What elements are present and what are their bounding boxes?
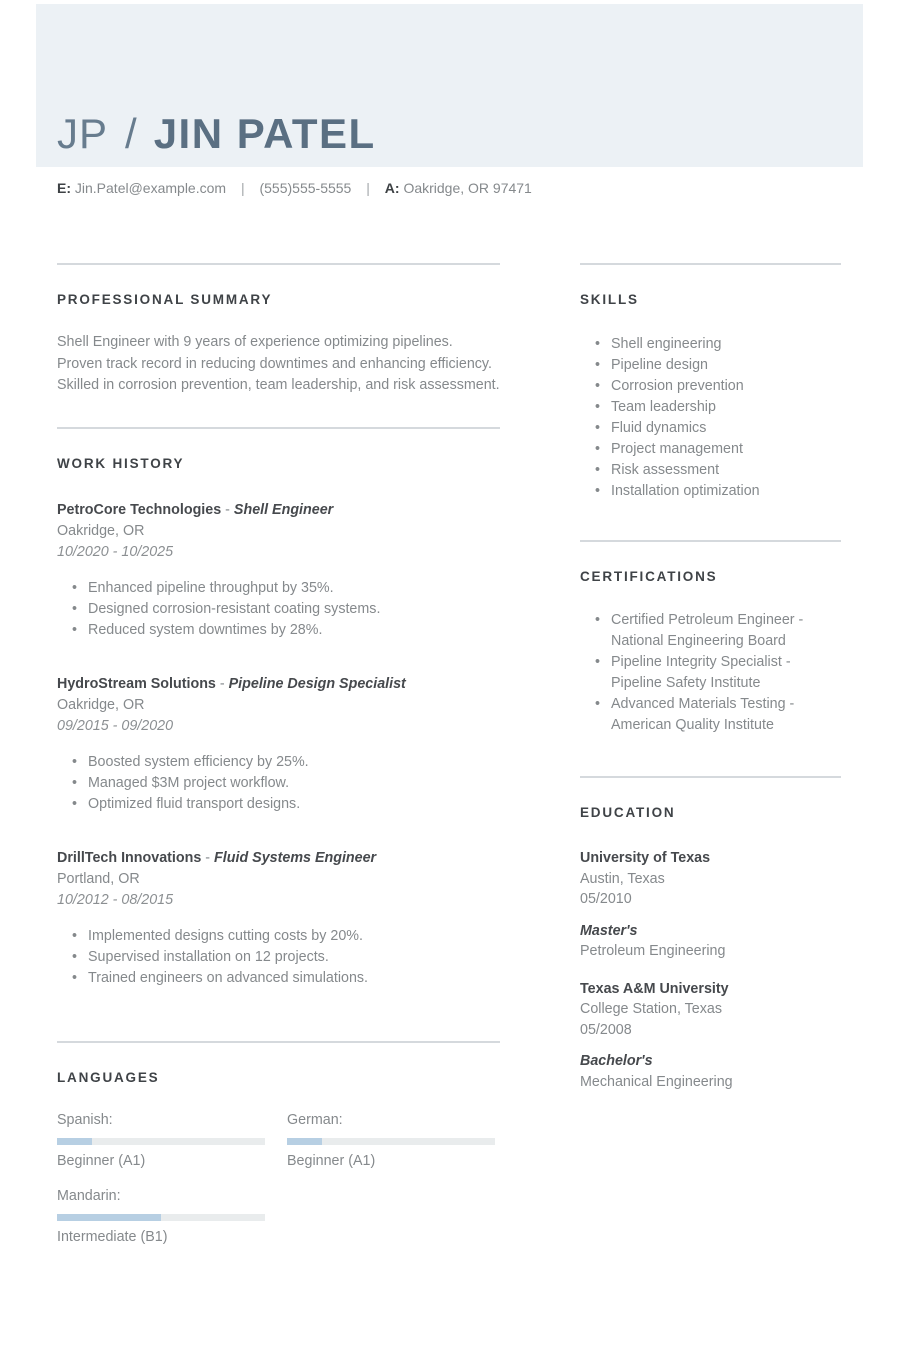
job-dates: 10/2020 - 10/2025 [57,543,174,560]
email-value: Jin.Patel@example.com [74,180,227,196]
candidate-name: JIN PATEL [153,110,376,157]
language-item [287,1111,495,1171]
contact-divider: | [240,180,245,196]
section-divider [580,263,841,265]
job-role: Shell Engineer [233,501,334,518]
language-name: Spanish: [57,1111,113,1128]
job-dates: 10/2012 - 08/2015 [57,891,174,908]
education-location: College Station, Texas [580,1001,722,1017]
job-title-line [57,674,500,695]
certifications-heading: CERTIFICATIONS [580,569,718,584]
education-entry [580,979,841,1093]
section-divider [57,263,500,265]
section-divider [57,427,500,429]
job-bullet: • Optimized fluid transport designs. [57,794,500,815]
summary-text: Shell Engineer with 9 years of experience optimizing pipelines. Proven track record in reducing downtimes and enhancing efficiency. Skilled in corrosion prevention, team leadership, and risk assessment. [57,334,500,393]
skill-item: • Project management [580,439,841,460]
work-history-heading: WORK HISTORY [57,455,185,471]
skill-item: • Shell engineering [580,334,841,355]
language-level: Intermediate (B1) [57,1228,168,1245]
language-progress-fill [57,1214,161,1221]
contact-row [57,179,900,197]
name-line [57,110,376,157]
language-progress-track [287,1138,495,1145]
skill-item: • Fluid dynamics [580,418,841,439]
language-progress-track [57,1214,265,1221]
job-bullet: • Reduced system downtimes by 28%. [57,620,500,641]
language-item [57,1111,265,1171]
section-skills [580,263,841,502]
job-bullet: • Implemented designs cutting costs by 20%. [57,926,500,947]
job-bullet: • Supervised installation on 12 projects. [57,947,500,968]
education-date: 05/2008 [580,1021,632,1038]
language-progress-fill [287,1138,322,1145]
language-level: Beginner (A1) [57,1152,146,1169]
section-divider [57,1041,500,1043]
job-entry [57,500,500,641]
skills-list [580,334,841,502]
language-grid [57,1111,500,1263]
job-title-line [57,500,500,521]
skill-item: • Installation optimization [580,481,841,502]
job-location: Portland, OR [57,870,140,887]
section-certifications [580,540,841,736]
job-entry [57,848,500,989]
language-level: Beginner (A1) [287,1152,376,1169]
job-dash: - [225,501,230,518]
certification-item: • Advanced Materials Testing - American Quality Institute [580,694,841,736]
education-heading: EDUCATION [580,805,676,820]
job-bullet: • Designed corrosion-resistant coating systems. [57,599,500,620]
job-dash: - [205,849,211,866]
content-columns [57,263,900,1263]
certification-item: • Pipeline Integrity Specialist - Pipeline Safety Institute [580,652,841,694]
section-education [580,776,841,1092]
resume-page [0,4,900,1263]
job-entry [57,674,500,815]
skills-heading: SKILLS [580,292,639,307]
section-divider [580,540,841,542]
section-languages [57,1041,500,1263]
language-name: German: [287,1111,343,1128]
header-band [36,4,863,167]
job-role: Fluid Systems Engineer [214,849,377,866]
languages-heading: LANGUAGES [57,1069,160,1085]
job-dates: 09/2015 - 09/2020 [57,717,174,734]
certification-item: • Certified Petroleum Engineer - National Engineering Board [580,610,841,652]
education-entry [580,848,841,962]
job-bullet: • Trained engineers on advanced simulations. [57,968,500,989]
email-label: E: [57,180,71,196]
job-bullet-list [57,752,500,815]
phone-value: (555)555-5555 [259,180,352,196]
job-location: Oakridge, OR [57,696,145,713]
right-column [580,263,841,1109]
education-field: Mechanical Engineering [580,1073,733,1090]
job-dash: - [219,675,225,692]
summary-heading: PROFESSIONAL SUMMARY [57,292,273,307]
job-title-line [57,848,500,869]
education-school: University of Texas [580,850,711,866]
education-degree: Master's [580,922,638,939]
contact-divider: | [366,180,370,196]
job-bullet-list [57,578,500,641]
skill-item: • Risk assessment [580,460,841,481]
name-slash-divider: / [125,110,137,157]
skill-item: • Pipeline design [580,355,841,376]
job-company: HydroStream Solutions [57,675,216,692]
job-bullet-list [57,926,500,989]
job-role: Pipeline Design Specialist [228,675,406,692]
section-divider [580,776,841,778]
education-location: Austin, Texas [580,870,665,887]
job-bullet: • Boosted system efficiency by 25%. [57,752,500,773]
address-value: Oakridge, OR 97471 [403,180,532,196]
education-degree: Bachelor's [580,1053,653,1069]
language-progress-track [57,1138,265,1145]
education-school: Texas A&M University [580,980,729,997]
address-label: A: [384,180,400,196]
job-location: Oakridge, OR [57,522,145,539]
job-company: DrillTech Innovations [57,849,202,866]
education-field: Petroleum Engineering [580,943,726,959]
language-item [57,1187,265,1247]
monogram-initials: JP [57,110,109,157]
section-work-history [57,427,500,989]
language-progress-fill [57,1138,92,1145]
language-name: Mandarin: [57,1187,121,1204]
section-professional-summary [57,263,500,397]
skill-item: • Corrosion prevention [580,376,841,397]
left-column [57,263,500,1263]
education-date: 05/2010 [580,891,632,907]
job-list [57,500,500,989]
job-bullet: • Enhanced pipeline throughput by 35%. [57,578,500,599]
certifications-list [580,610,841,736]
job-bullet: • Managed $3M project workflow. [57,773,500,794]
job-company: PetroCore Technologies [57,501,222,518]
education-entries [580,848,841,1092]
skill-item: • Team leadership [580,397,841,418]
